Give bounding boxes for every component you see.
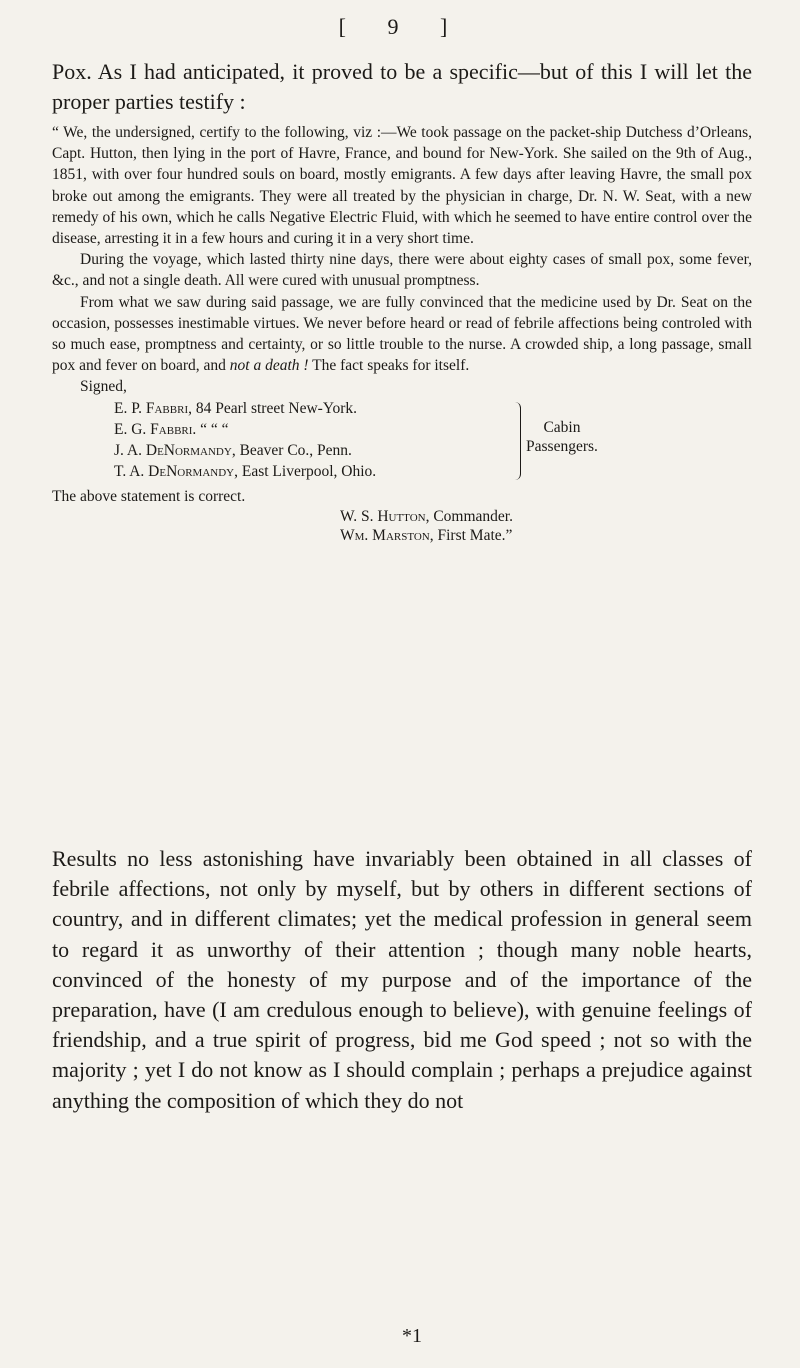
body-text: Results no less astonishing have invariably been obtained in all classes of febrile affections, not only by myself, but by others in different sections of country, and in different climates; yet the medical profession in general seem to regard it as unworthy of their attention ; though many noble hearts, convinced of the honesty of my purpose and of the importance of the preparation, have (I am credulous enough to believe), with genuine feelings of friendship, and a true spirit of progress, bid me God speed ; not so with the majority ; yet I do not know as I should complain ; perhaps a prejudice against anything the composition of which they do not [52,846,752,1113]
officer-title: First Mate.” [433,526,513,544]
signers-block [114,398,752,486]
officer-title: Commander. [429,507,513,525]
testimonial-paragraph-3-end: The fact speaks for itself. [308,357,470,375]
brace-label-cabin: Cabin [543,418,581,436]
lead-text: Pox. As I had anticipated, it proved to be a specific—but of this I will let the proper parties testify : [52,59,752,114]
officer-name: Wm. Marston, [340,526,434,544]
signer-line [114,419,752,440]
signature-mark: *1 [402,1325,422,1347]
right-brace [512,402,521,480]
testimonial-paragraph-3-text: From what we saw during said passage, we are fully convinced that the medicine used by Dr. Seat on the occasion, possesses inestimable virtues. We never before heard or read of febrile affections being controled with so much ease, promptness and certainty, or so little trouble to the nurse. A crowded ship, a long passage, small pox and fever on board, and [52,293,752,375]
officers-block [340,507,752,545]
signer-line [114,440,752,461]
page-number: [ 9 ] [338,14,466,39]
testimonial-paragraph-1: “ We, the undersigned, certify to the following, viz :—We took passage on the packet-ship Dutchess d’Orleans, Capt. Hutton, then lying in the port of Havre, France, and bound for New-York. She sailed on the 9th of Aug., 1851, with over four hundred souls on board, mostly emigrants. A few days after leaving Havre, the small pox broke out among the emigrants. They were all treated by the physician in charge, Dr. N. W. Seat, with a new remedy of his own, which he calls Negative Electric Fluid, with which he seemed to have entire control over the disease, arresting it in a few hours and curing it in a very short time. [52,124,752,248]
signer-address: East Liverpool, Ohio. [237,463,377,481]
signed-label: Signed, [80,378,127,396]
signer-name: T. A. DeNormandy, [114,463,238,481]
body-paragraph [52,844,752,1116]
signer-name: E. P. Fabbri, [114,399,192,417]
testimonial-paragraph-2: During the voyage, which lasted thirty nine days, there were about eighty cases of small pox, some fever, &c., and not a single death. All were cured with unusual promptness. [52,251,752,290]
brace-label-passengers: Passengers. [526,437,598,455]
officer-name: W. S. Hutton, [340,507,430,525]
cabin-passengers-label [526,418,598,456]
signer-line [114,398,752,419]
testimonial-paragraph-3 [52,292,752,377]
statement-line: The above statement is correct. [52,487,246,505]
officer-line [340,507,752,526]
signer-address: “ “ “ [196,420,229,438]
signer-address: 84 Pearl street New-York. [191,399,358,417]
signer-line [114,461,752,482]
signer-name: E. G. Fabbri. [114,420,197,438]
signer-address: Beaver Co., Penn. [235,442,352,460]
signer-name: J. A. DeNormandy, [114,442,236,460]
testimonial-quote [52,122,752,545]
lead-paragraph [52,57,752,117]
officer-line [340,526,752,545]
testimonial-emphasis: not a death ! [229,357,309,375]
